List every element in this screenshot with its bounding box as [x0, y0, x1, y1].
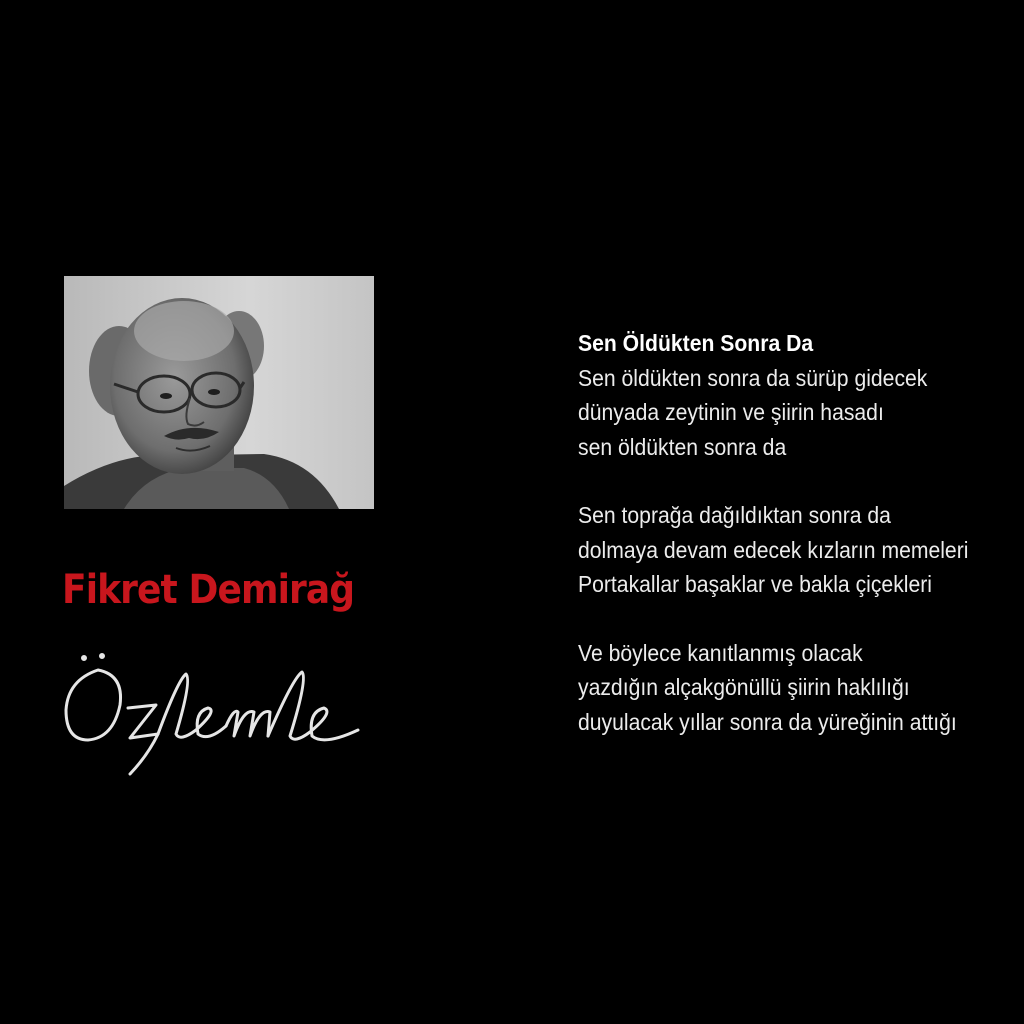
poem-stanza-2	[578, 498, 1018, 602]
signature-script	[58, 650, 388, 780]
poem-line: duyulacak yıllar sonra da yüreğinin attığı	[578, 708, 957, 735]
poem-line: sen öldükten sonra da	[578, 433, 787, 460]
poem-line: Sen toprağa dağıldıktan sonra da	[578, 502, 891, 528]
signature-ozlemle	[58, 650, 388, 780]
poem-stanza-3	[578, 636, 1018, 740]
poem-line: yazdığın alçakgönüllü şiirin haklılığı	[578, 674, 910, 700]
poem-stanza-1	[578, 326, 1018, 464]
author-portrait-photo	[64, 276, 374, 509]
poem	[578, 326, 1018, 739]
poem-line: Portakallar başaklar ve bakla çiçekleri	[578, 571, 932, 597]
portrait-illustration	[64, 276, 374, 509]
poem-line: Sen öldükten sonra da sürüp gidecek	[578, 364, 928, 391]
poem-line: Ve böylece kanıtlanmış olacak	[578, 639, 863, 666]
poem-line: dolmaya devam edecek kızların memeleri	[578, 536, 969, 563]
author-name: Fikret Demirağ	[62, 567, 355, 613]
poem-title: Sen Öldükten Sonra Da	[578, 330, 814, 356]
poem-line: dünyada zeytinin ve şiirin hasadı	[578, 399, 884, 425]
